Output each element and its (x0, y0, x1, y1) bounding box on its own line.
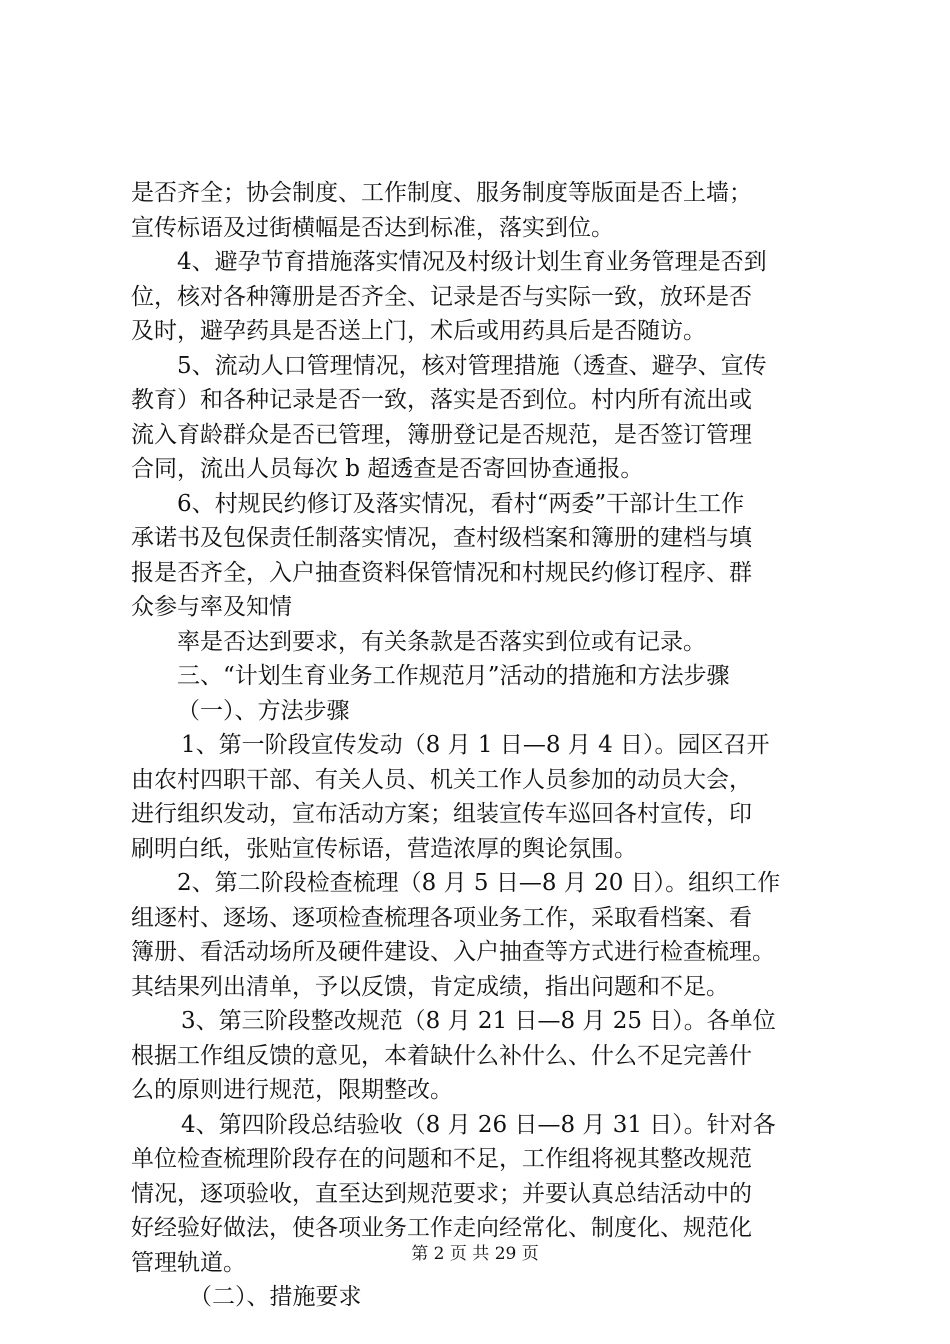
text-line: 众参与率及知情 (131, 594, 292, 620)
text-line: 6、村规民约修订及落实情况，看村“两委”干部计生工作 (177, 490, 745, 517)
text-line: 位，核对各种簿册是否齐全、记录是否与实际一致，放环是否 (131, 283, 752, 310)
text-line: 宣传标语及过街横幅是否达到标准，落实到位。 (131, 214, 614, 241)
text-line: 情况，逐项验收，直至达到规范要求；并要认真总结活动中的 (131, 1180, 752, 1207)
text-line: 管理轨道。 (131, 1249, 246, 1276)
text-line: 5、流动人口管理情况，核对管理措施（透查、避孕、宣传 (177, 352, 767, 379)
text-line: 率是否达到要求，有关条款是否落实到位或有记录。 (177, 628, 706, 655)
text-line: 1、第一阶段宣传发动（8 月 1 日—8 月 4 日）。园区召开 (181, 732, 770, 758)
text-line: 单位检查梳理阶段存在的问题和不足，工作组将视其整改规范 (131, 1146, 752, 1172)
text-line: 教育）和各种记录是否一致，落实是否到位。村内所有流出或 (131, 387, 752, 413)
text-line: 进行组织发动，宣布活动方案；组装宣传车巡回各村宣传，印 (131, 801, 752, 827)
text-line: 是否齐全；协会制度、工作制度、服务制度等版面是否上墙； (131, 180, 752, 206)
text-line: 簿册、看活动场所及硬件建设、入户抽查等方式进行检查梳理。 (131, 939, 775, 965)
text-line: 好经验好做法，使各项业务工作走向经常化、制度化、规范化 (131, 1215, 752, 1241)
text-line: 2、第二阶段检查梳理（8 月 5 日—8 月 20 日）。组织工作 (177, 870, 781, 896)
text-line: 4、避孕节育措施落实情况及村级计划生育业务管理是否到 (177, 249, 767, 275)
text-line: 及时，避孕药具是否送上门，术后或用药具后是否随访。 (131, 318, 706, 344)
text-line: 流入育龄群众是否已管理，簿册登记是否规范，是否签订管理 (131, 421, 752, 448)
text-line: 么的原则进行规范，限期整改。 (131, 1077, 453, 1103)
text-line: 3、第三阶段整改规范（8 月 21 日—8 月 25 日）。各单位 (181, 1008, 776, 1034)
document-body (131, 176, 831, 1315)
text-line: 报是否齐全，入户抽查资料保管情况和村规民约修订程序、群 (131, 559, 752, 586)
text-line: 4、第四阶段总结验收（8 月 26 日—8 月 31 日）。针对各 (181, 1111, 776, 1138)
subsection-heading: （一）、方法步骤 (177, 697, 350, 724)
text-line: 合同，流出人员每次 b 超透查是否寄回协查通报。 (131, 456, 644, 482)
text-line: 其结果列出清单，予以反馈，肯定成绩，指出问题和不足。 (131, 973, 729, 1000)
text-line: 承诺书及包保责任制落实情况，查村级档案和簿册的建档与填 (131, 525, 752, 551)
section-heading: 三、“计划生育业务工作规范月”活动的措施和方法步骤 (177, 663, 730, 689)
page-number-footer: 第 2 页 共 29 页 (411, 1244, 539, 1264)
text-line: 组逐村、逐场、逐项检查梳理各项业务工作，采取看档案、看 (131, 904, 752, 931)
subsection-heading: （二）、措施要求 (189, 1284, 362, 1310)
text-line: 刷明白纸，张贴宣传标语，营造浓厚的舆论氛围。 (131, 835, 637, 862)
text-line: 由农村四职干部、有关人员、机关工作人员参加的动员大会， (131, 766, 752, 793)
text-line: 根据工作组反馈的意见，本着缺什么补什么、什么不足完善什 (131, 1042, 752, 1069)
